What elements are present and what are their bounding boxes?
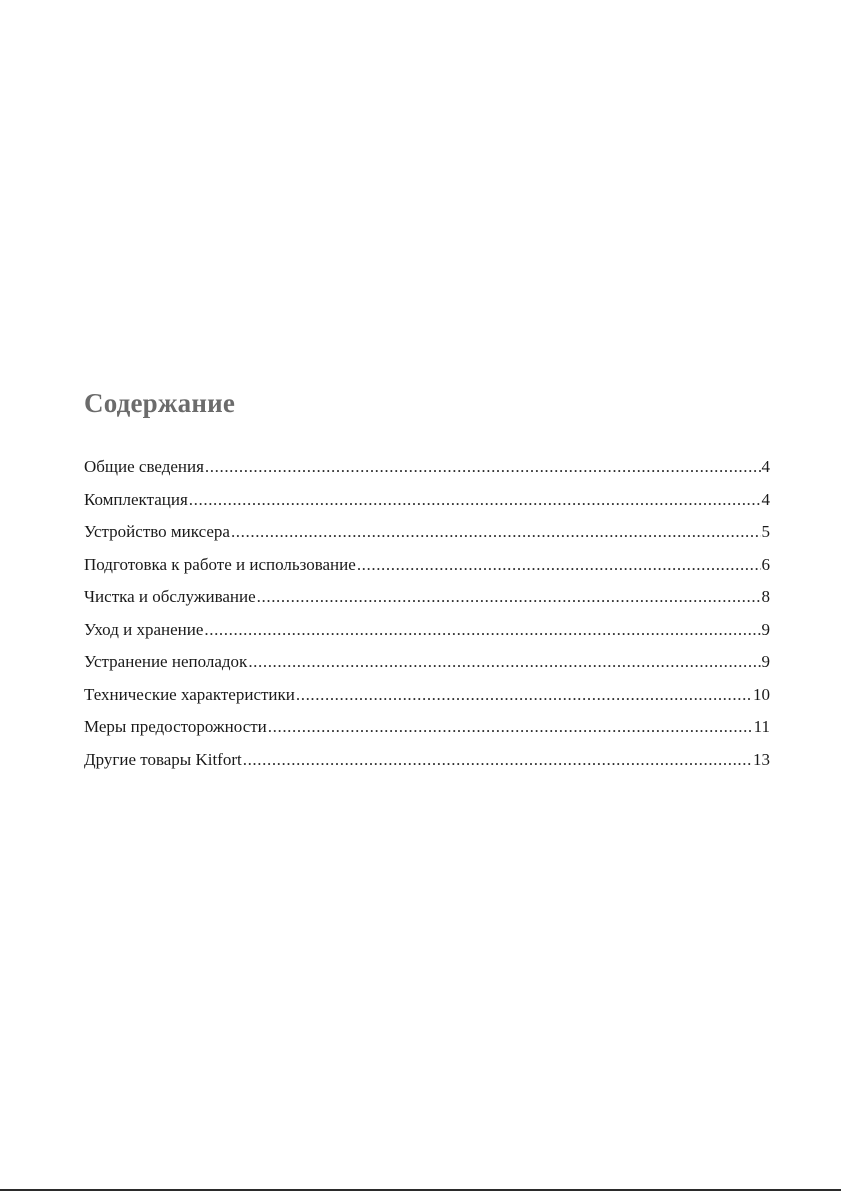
- toc-leader-dots: [296, 683, 752, 706]
- toc-entry-page: 9: [761, 652, 770, 671]
- toc-entry-cleaning-and-maintenance[interactable]: [84, 585, 770, 618]
- toc-entry-page: 6: [761, 554, 770, 574]
- toc-entry-title: Меры предосторожности: [84, 717, 267, 736]
- toc-entry-care-and-storage[interactable]: [84, 618, 770, 651]
- toc-entry-page: 4: [761, 489, 770, 509]
- toc-entry-page: 13: [753, 749, 770, 769]
- toc-entry-package-contents[interactable]: [84, 488, 770, 521]
- toc-entry-title: Другие товары Kitfort: [84, 749, 242, 769]
- toc-entry-preparation-and-use[interactable]: [84, 553, 770, 586]
- toc-leader-dots: [231, 520, 761, 543]
- toc-entry-title: Комплектация: [84, 489, 188, 509]
- toc-entry-page: 4: [761, 457, 770, 476]
- toc-entry-other-products[interactable]: [84, 748, 770, 781]
- toc-entry-title: Чистка и обслуживание: [84, 587, 256, 606]
- toc-entry-title: Устройство миксера: [84, 522, 230, 541]
- toc-entry-title: Уход и хранение: [84, 619, 204, 639]
- toc-leader-dots: [357, 553, 761, 576]
- toc-entry-page: 5: [761, 522, 770, 541]
- toc-entry-title: Общие сведения: [84, 457, 204, 476]
- toc-leader-dots: [257, 585, 761, 608]
- toc-entry-page: 10: [753, 684, 770, 704]
- toc-leader-dots: [205, 455, 761, 478]
- toc-entry-mixer-design[interactable]: [84, 520, 770, 553]
- toc-entry-page: 8: [761, 587, 770, 606]
- toc-entry-page: 9: [761, 619, 770, 639]
- toc-leader-dots: [189, 488, 761, 511]
- toc-leader-dots: [204, 618, 760, 641]
- table-of-contents: [84, 455, 770, 780]
- toc-entry-general-info[interactable]: [84, 455, 770, 488]
- toc-heading: Содержание: [84, 388, 236, 418]
- toc-leader-dots: [248, 650, 760, 673]
- toc-entry-page: 11: [753, 717, 770, 736]
- toc-entry-title: Устранение неполадок: [84, 652, 248, 671]
- toc-entry-troubleshooting[interactable]: [84, 650, 770, 683]
- toc-entry-title: Технические характеристики: [84, 684, 295, 704]
- toc-entry-title: Подготовка к работе и использование: [84, 554, 356, 574]
- toc-leader-dots: [243, 748, 752, 771]
- toc-entry-specifications[interactable]: [84, 683, 770, 716]
- toc-entry-safety-precautions[interactable]: [84, 715, 770, 748]
- toc-leader-dots: [268, 715, 753, 738]
